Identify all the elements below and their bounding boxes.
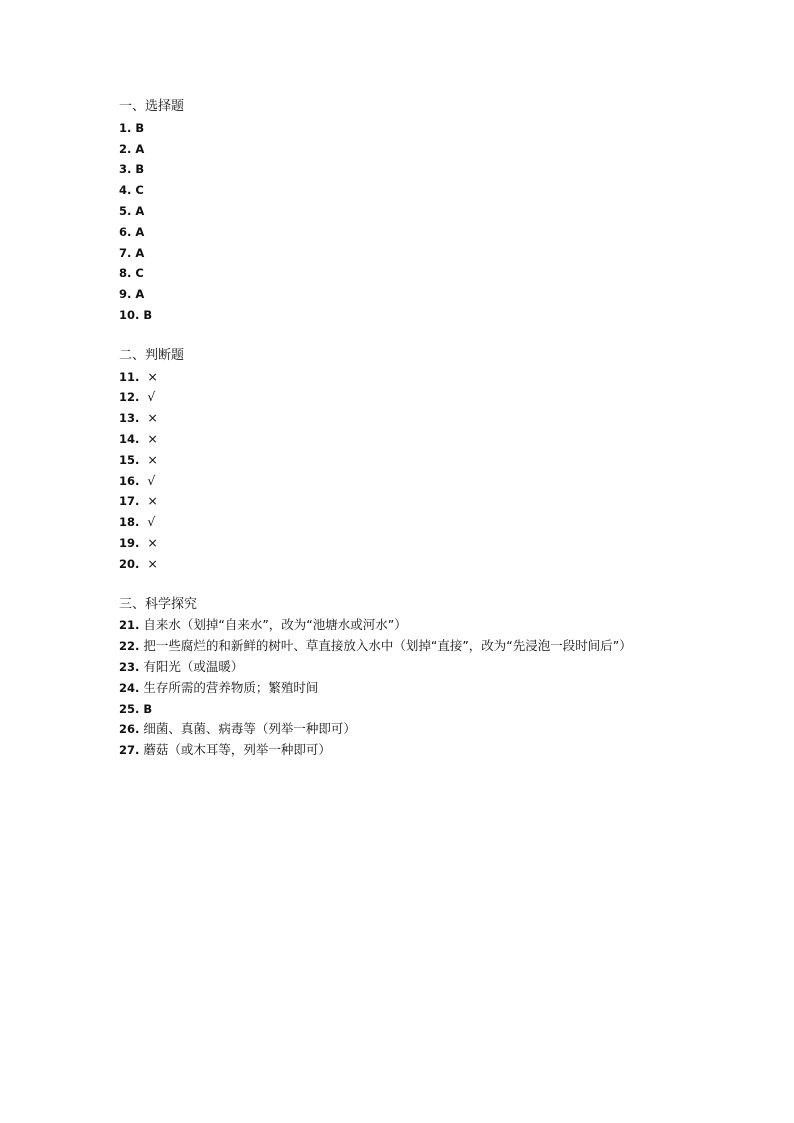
question-number: 10. — [119, 307, 140, 322]
question-number: 19. — [119, 535, 140, 550]
answer-item-3 — [119, 159, 699, 180]
answer-item-7 — [119, 243, 699, 264]
answer-item-20 — [119, 554, 699, 575]
answer-item-1 — [119, 118, 699, 139]
section-science-inquiry — [119, 595, 699, 761]
answer-text: B — [143, 307, 153, 322]
answer-text: × — [147, 430, 158, 446]
answer-item-4 — [119, 180, 699, 201]
answer-item-26 — [119, 719, 699, 740]
answer-text: 细菌、真菌、病毒等（列举一种即可） — [143, 721, 356, 737]
answer-text: × — [147, 368, 158, 384]
answer-text: 有阳光（或温暖） — [143, 658, 244, 674]
question-number: 2. — [119, 141, 132, 156]
answer-item-15 — [119, 450, 699, 471]
answer-text: √ — [147, 389, 156, 405]
answer-text: 把一些腐烂的和新鲜的树叶、草直接放入水中（划掉“直接”，改为“先浸泡一段时间后”） — [143, 638, 632, 654]
answer-item-18 — [119, 512, 699, 533]
answer-key-page — [119, 97, 699, 781]
answer-item-22 — [119, 636, 679, 657]
answer-text: B — [135, 162, 145, 177]
answer-text: √ — [147, 472, 156, 488]
question-number: 5. — [119, 203, 132, 218]
answer-item-21 — [119, 615, 699, 636]
question-number: 18. — [119, 515, 140, 530]
section-heading: 二、判断题 — [119, 347, 185, 363]
question-number: 9. — [119, 287, 132, 302]
answer-text: A — [135, 224, 145, 239]
answer-text: × — [147, 451, 158, 467]
answer-text: × — [147, 534, 158, 550]
answer-item-17 — [119, 491, 699, 512]
question-number: 25. — [119, 701, 140, 716]
answer-item-14 — [119, 429, 699, 450]
question-number: 8. — [119, 266, 132, 281]
answer-text: C — [135, 183, 144, 198]
answer-text: A — [135, 141, 145, 156]
answer-text: B — [143, 701, 153, 716]
question-number: 3. — [119, 162, 132, 177]
answer-item-16 — [119, 471, 699, 492]
question-number: 6. — [119, 224, 132, 239]
question-number: 23. — [119, 659, 140, 674]
answer-item-11 — [119, 367, 699, 388]
question-number: 15. — [119, 452, 140, 467]
answer-item-23 — [119, 657, 699, 678]
question-number: 20. — [119, 556, 140, 571]
answer-item-13 — [119, 408, 699, 429]
answer-item-27 — [119, 740, 699, 761]
answer-text: 蘑菇（或木耳等，列举一种即可） — [143, 742, 331, 758]
question-number: 21. — [119, 618, 140, 633]
question-number: 26. — [119, 722, 140, 737]
question-number: 24. — [119, 680, 140, 695]
section-heading: 三、科学探究 — [119, 596, 198, 612]
section-true-false — [119, 346, 699, 575]
answer-text: 自来水（划掉“自来水”，改为“池塘水或河水”） — [143, 617, 407, 633]
question-number: 17. — [119, 494, 140, 509]
answer-text: B — [135, 120, 145, 135]
section-multiple-choice — [119, 97, 699, 326]
question-number: 16. — [119, 473, 140, 488]
answer-text: × — [147, 555, 158, 571]
question-number: 1. — [119, 120, 132, 135]
answer-text: × — [147, 410, 158, 426]
answer-text: √ — [147, 514, 156, 530]
answer-text: 生存所需的营养物质；繁殖时间 — [143, 679, 319, 695]
answer-text: C — [135, 266, 144, 281]
answer-text: A — [135, 203, 145, 218]
answer-item-19 — [119, 533, 699, 554]
answer-item-25 — [119, 699, 699, 720]
answer-item-6 — [119, 222, 699, 243]
question-number: 7. — [119, 245, 132, 260]
answer-item-9 — [119, 284, 699, 305]
answer-item-24 — [119, 678, 699, 699]
question-number: 13. — [119, 411, 140, 426]
answer-text: A — [135, 245, 145, 260]
answer-text: × — [147, 493, 158, 509]
question-number: 4. — [119, 183, 132, 198]
answer-item-5 — [119, 201, 699, 222]
section-heading: 一、选择题 — [119, 99, 185, 114]
answer-item-12 — [119, 387, 699, 408]
question-number: 27. — [119, 743, 140, 758]
question-number: 11. — [119, 369, 140, 384]
answer-item-2 — [119, 139, 699, 160]
answer-text: A — [135, 287, 145, 302]
question-number: 14. — [119, 431, 140, 446]
question-number: 12. — [119, 390, 140, 405]
question-number: 22. — [119, 639, 140, 654]
answer-item-10 — [119, 305, 699, 326]
answer-item-8 — [119, 263, 699, 284]
